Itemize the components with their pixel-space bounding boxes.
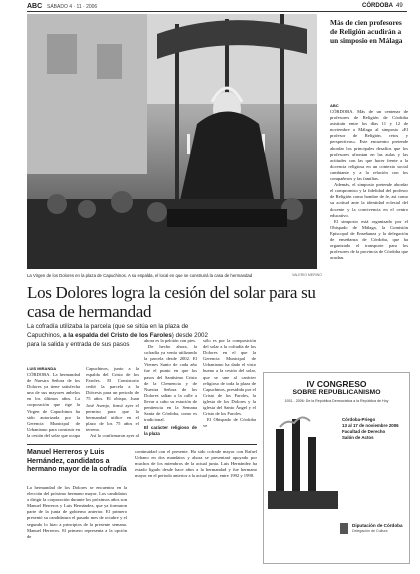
ad-place: Córdoba-Priego — [342, 417, 376, 422]
article-col-1 — [27, 372, 80, 438]
ad-date: 13 al 17 de noviembre 2006 — [342, 423, 399, 428]
subhead-bold: a la espalda del Cristo de los Faroles — [63, 332, 172, 339]
ad-sponsor: Diputación de Córdoba — [352, 523, 403, 528]
photo-caption: La Virgen de los Dolores en la plaza de Capuchinos. A su espalda, el local en que se construirá la casa de hermandad — [27, 273, 253, 278]
sidebar-headline: Más de cien profesores de Religión acudirán a un simposio en Málaga — [330, 18, 403, 45]
article-col-1-text: CÓRDOBA. La hermandad de Nuestra Señora de los Dolores ya tiene satisfecha una de sus mayores anhelos en los últimos años. La corporación que rige la Virgen de Capuchinos ha sido autorizada por la Gerencia Municipal de Urbanismo para construir en la cesión del solar que ocupa — [27, 372, 80, 438]
ad-title: IV CONGRESO — [306, 379, 367, 389]
bottom-headline: Manuel Herreros y Luis Hernández, candidatos a hermano mayor de la cofradía — [27, 449, 127, 474]
article-byline: LUIS MIRANDA — [27, 366, 57, 371]
ad-dates-line: 1931 - 2006: De la República Democrática a la República de Hoy — [284, 399, 389, 403]
masthead-date: SÁBADO 4 · 11 · 2006 — [47, 4, 98, 10]
procession-illustration — [27, 14, 317, 269]
ad-factory-illustration — [268, 409, 338, 509]
sidebar-byline: ABC — [330, 103, 339, 108]
article-col-3-text-b: De hecho ahora, la cofradía ya venía utilizando la parcela desde 2002. El Viernes Santo de cada año fue el punto en que los pasos del Santísimo Cristo de la Clemencia y de Nuestra Señora de los Dolores salían a la calle a llevar a cabo su estación de penitencia en la Semana Santa de Córdoba, como es tradicional. — [144, 344, 197, 423]
ad-subtitle: SOBRE REPUBLICANISMO — [292, 389, 381, 396]
photo-credit: VALERIO MERINO — [292, 273, 322, 277]
sidebar-body — [330, 109, 408, 365]
procession-photo — [27, 14, 317, 269]
article-col-3-subhead: El carácter religioso de la plaza — [144, 425, 197, 437]
masthead-brand: ABC — [27, 3, 43, 10]
article-col-4 — [203, 338, 256, 438]
section-name: CÓRDOBA — [362, 3, 393, 9]
sidebar-body-text-3: El simposio está organizado por el Obispado de Málaga, la Comisión Episcopal de Enseñanza y la delegación de enseñanza de Córdoba, que ha organizado el transporte para los profesores de la provincia de Córdoba que acudan. — [330, 218, 408, 261]
bottom-rule — [27, 444, 257, 445]
subhead-text-1: La cofradía utilizaba la parcela (que se sitúa en la plaza de Capuchinos, — [27, 323, 189, 339]
ad-sponsor-sub: Delegación de Cultura — [352, 529, 388, 533]
header-rule — [27, 11, 407, 12]
article-col-4-text: sólo es por la composición del solar a la cofradía de los Dolores en el que la Gerencia Municipal de Urbanismo ha dado el visto bueno a la cesión del solar, que se une al carácter religioso de toda la plaza de Capuchinos, presidida por el Cristo de los Faroles, la iglesia de los Dolores y la iglesia del Santo Ángel y el Cristo de los Faroles. — [203, 338, 256, 417]
article-col-4-text-b: El Obispado de Córdoba ve — [203, 417, 256, 429]
article-col-2 — [86, 366, 139, 438]
article-col-2-text: Capuchinos, junto a la espalda del Cristo de los Faroles. El Consistorio cedió la parcela a la Diócesis para un periodo de 75 años. El obispo, Juan José Asenjo, firmó ayer el permiso para que la hermandad utilice en el plazo de los 75 años el terreno. — [86, 366, 139, 432]
article-col-3-text: ahora es la pelotón con pies. — [144, 338, 197, 343]
ad-sponsor-logo-icon — [340, 523, 348, 534]
sidebar-body-text-2: Además, el simposio pretende abordar el compromiso y la fidelidad del profesor de Religión como hombre de fe, así como su actitud ante la identidad eclesial del docente y la convivencia en el centro educativo. — [330, 182, 408, 218]
ad-venue-1: Facultad de Derecho — [342, 429, 386, 434]
congress-ad — [263, 372, 410, 564]
bottom-col-2: continuidad con el presente. Ha sido cofrade mayor con Rafael Urbano en dos mandatos y ahora se presentará apoyado por muchos de los miembros de la actual junta. Luis Hernández ha estado ligado desde hace años a la hermandad y fue hermano mayor en el periodo anterior a la actual junta, entre 1992 y 1998. — [135, 449, 257, 479]
page-number: 49 — [396, 3, 403, 9]
article-col-3 — [144, 338, 197, 438]
main-headline: Los Dolores logra la cesión del solar para su casa de hermandad — [27, 283, 316, 321]
ad-venue-2: Salón de Actos — [342, 435, 374, 440]
article-col-3-text-c — [144, 438, 197, 439]
article-col-2-text-b: Así lo confirmaron ayer al — [90, 433, 139, 438]
subhead-text-2: ) desde 2002 para la salida y entrada de sus pasos — [27, 332, 208, 348]
bottom-col-1: La hermandad de los Dolores se encuentra en la elección del próximo hermano mayor. Los candidatos a dirigir la corporación durante los próximos años son Manuel Herreros y Luis Hernández, que ya formaron parte de la junta de gobierno anterior. El primero presentó su candidatura el pasado mes de octubre y el segundo lo hizo a principios de la presente semana. Manuel Herreros. El primero representa a la opción de — [27, 485, 127, 539]
sidebar-body-text: CÓRDOBA. Más de un centenar de profesores de Religión de Córdoba asistirán entre los días 11 y 12 de noviembre a Málaga al simposio «El profesor de Religión, retos y perspectivas». Este encuentro pretende abordar los principales desafíos que los profesores afrontan en las aulas y las actitudes con las que hacer frente a la docencia religiosa en un contexto social cambiante y a la relación con los compañeros y las familias. — [330, 109, 408, 182]
